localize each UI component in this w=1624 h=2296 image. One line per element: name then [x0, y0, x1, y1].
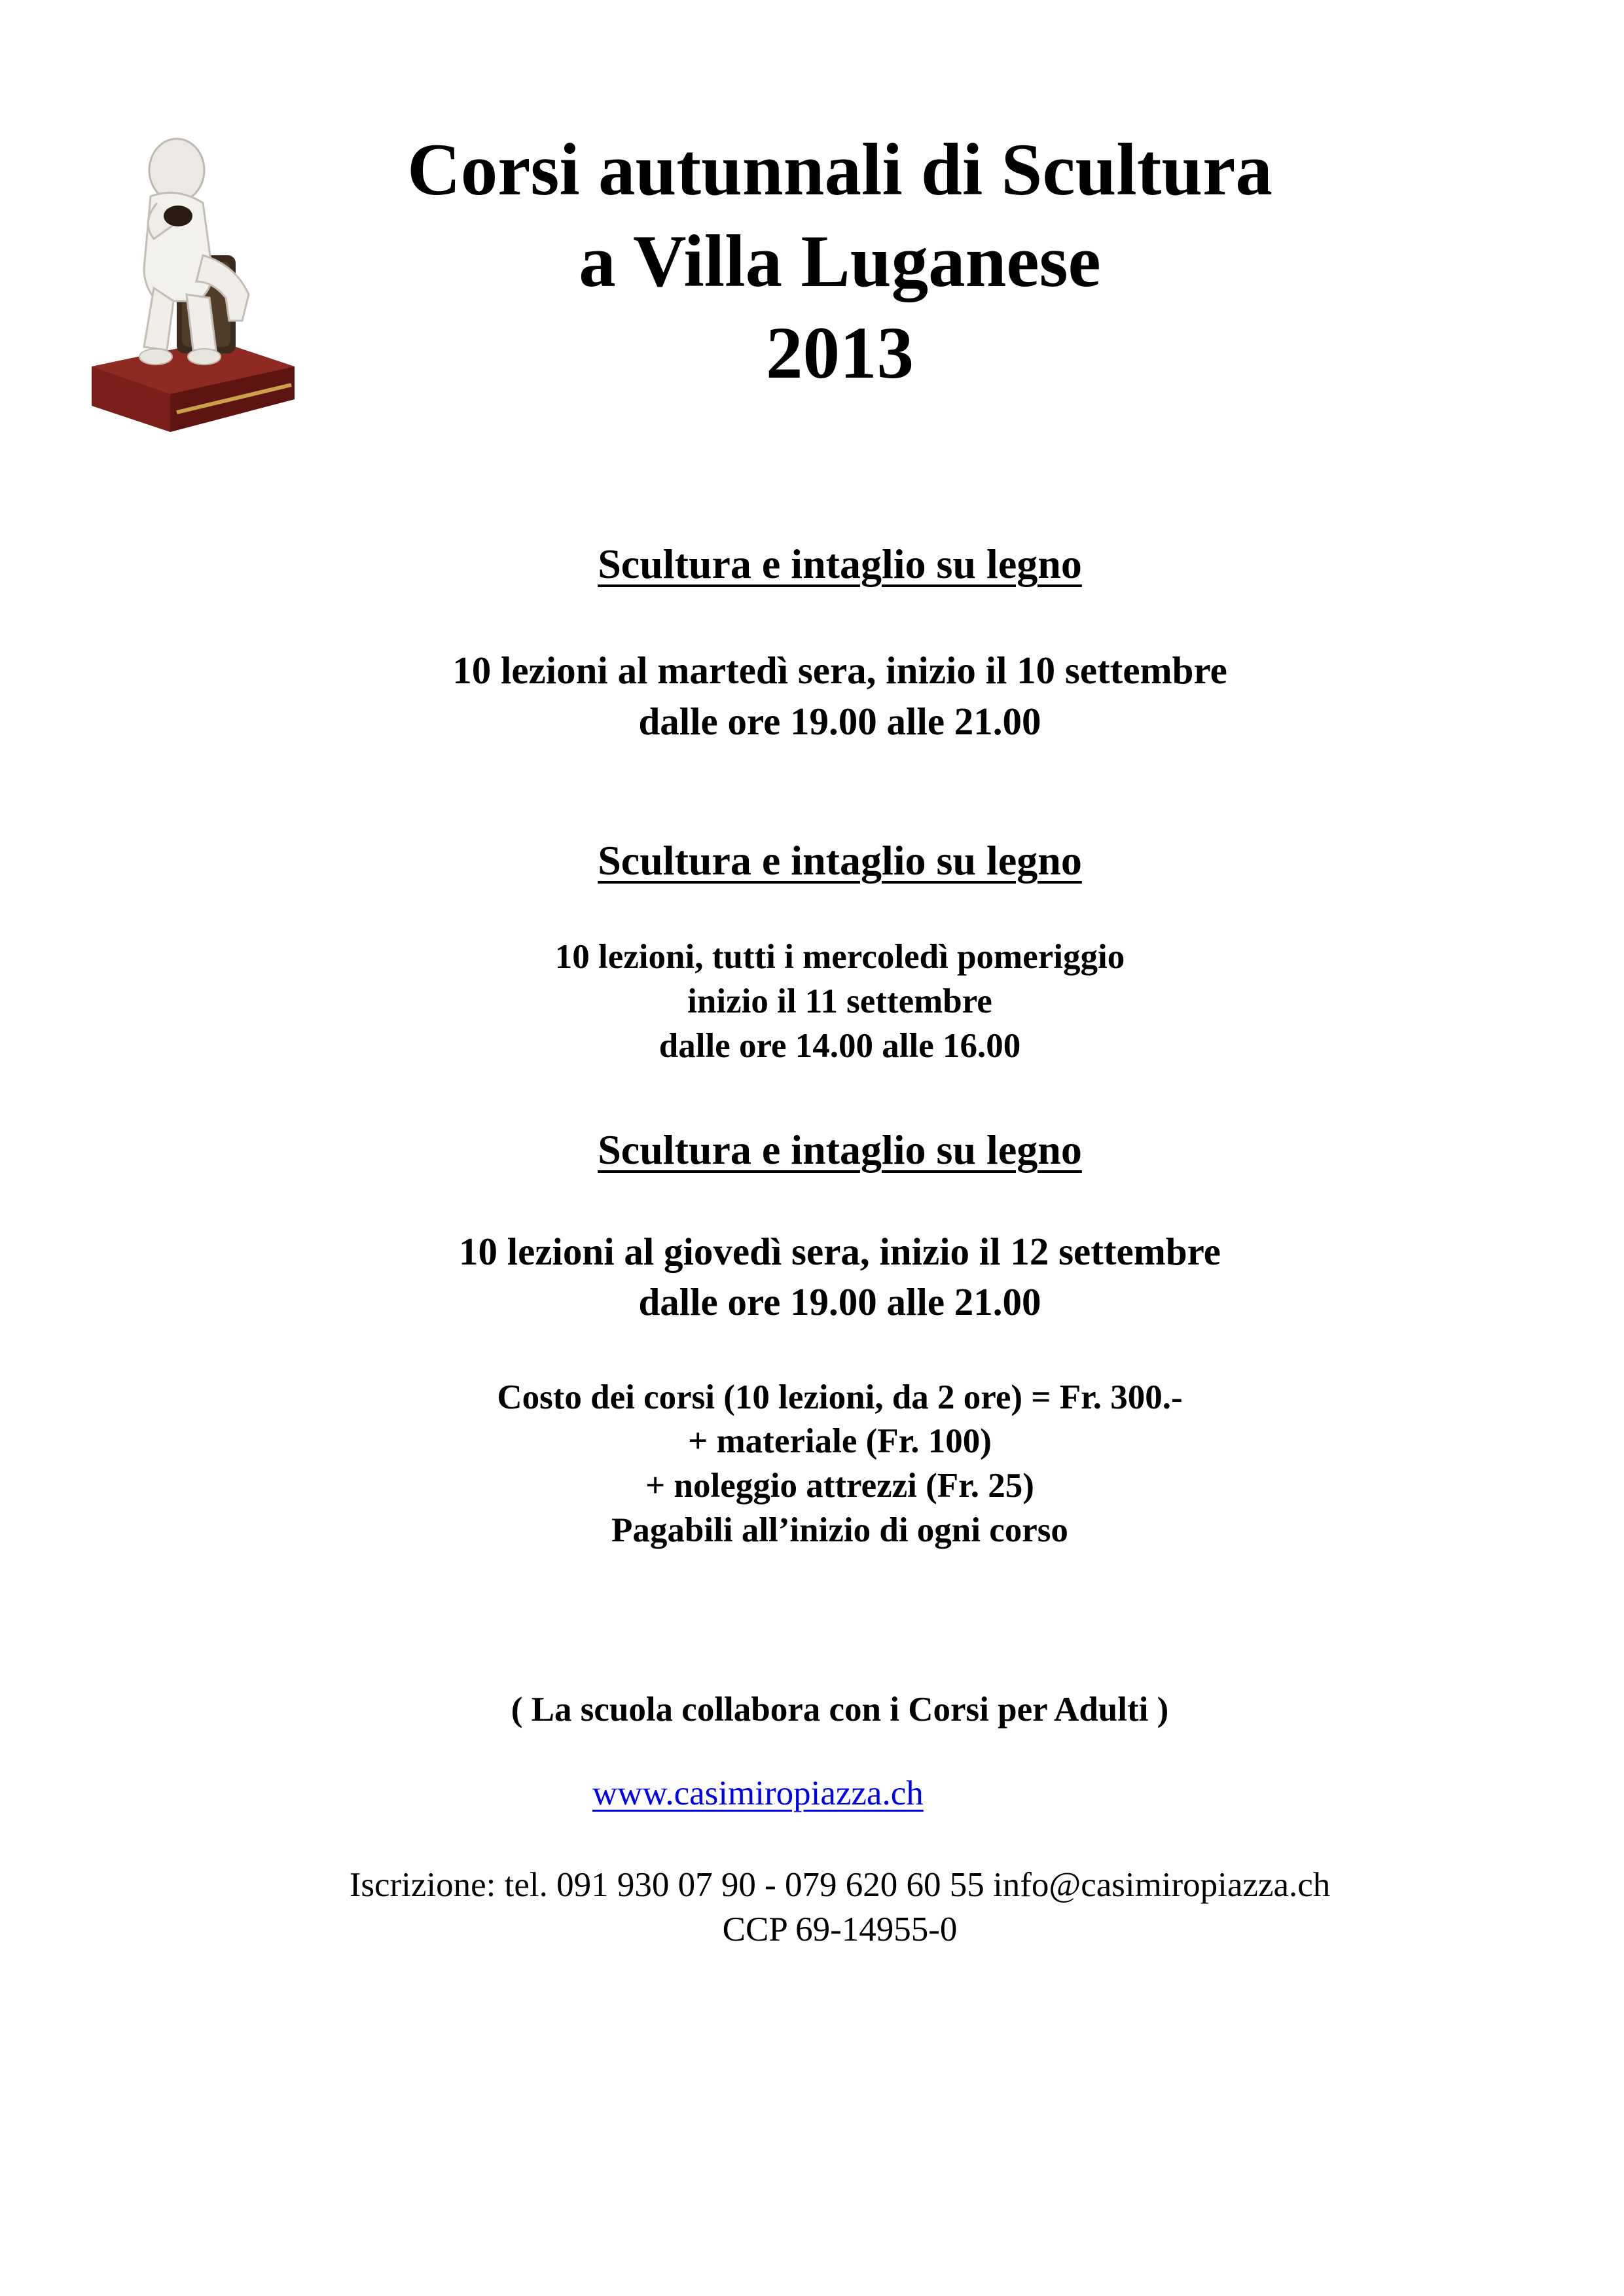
- course-heading: Scultura e intaglio su legno: [598, 1126, 1082, 1173]
- cost-tools: + noleggio attrezzi (Fr. 25): [645, 1467, 1034, 1505]
- cost-material: + materiale (Fr. 100): [688, 1422, 992, 1460]
- sculpture-image: [79, 124, 301, 432]
- course-time: dalle ore 19.00 alle 21.00: [638, 700, 1041, 743]
- course-schedule: 10 lezioni, tutti i mercoledì pomeriggio: [554, 938, 1125, 976]
- course-heading: Scultura e intaglio su legno: [598, 541, 1082, 587]
- course-time: dalle ore 19.00 alle 21.00: [638, 1280, 1041, 1323]
- collaboration-note: ( La scuola collabora con i Corsi per Adulti ): [511, 1691, 1169, 1729]
- course-time: dalle ore 14.00 alle 16.00: [659, 1027, 1021, 1065]
- course-heading: Scultura e intaglio su legno: [598, 837, 1082, 884]
- cost-total: Costo dei corsi (10 lezioni, da 2 ore) = Fr. 300.-: [497, 1378, 1183, 1416]
- payment-note: Pagabili all’inizio di ogni corso: [611, 1511, 1068, 1549]
- website-link[interactable]: www.casimiropiazza.ch: [592, 1774, 924, 1812]
- course-start: inizio il 11 settembre: [687, 982, 992, 1020]
- ccp-account: CCP 69-14955-0: [722, 1910, 958, 1948]
- title-line-2: a Villa Luganese: [579, 221, 1101, 302]
- title-line-3: 2013: [766, 312, 914, 394]
- title-line-1: Corsi autunnali di Scultura: [407, 129, 1272, 211]
- contact-phone-email: Iscrizione: tel. 091 930 07 90 - 079 620 60 55 info@casimiropiazza.ch: [349, 1866, 1331, 1904]
- course-schedule: 10 lezioni al martedì sera, inizio il 10 settembre: [452, 649, 1227, 692]
- course-schedule: 10 lezioni al giovedì sera, inizio il 12 settembre: [459, 1230, 1221, 1273]
